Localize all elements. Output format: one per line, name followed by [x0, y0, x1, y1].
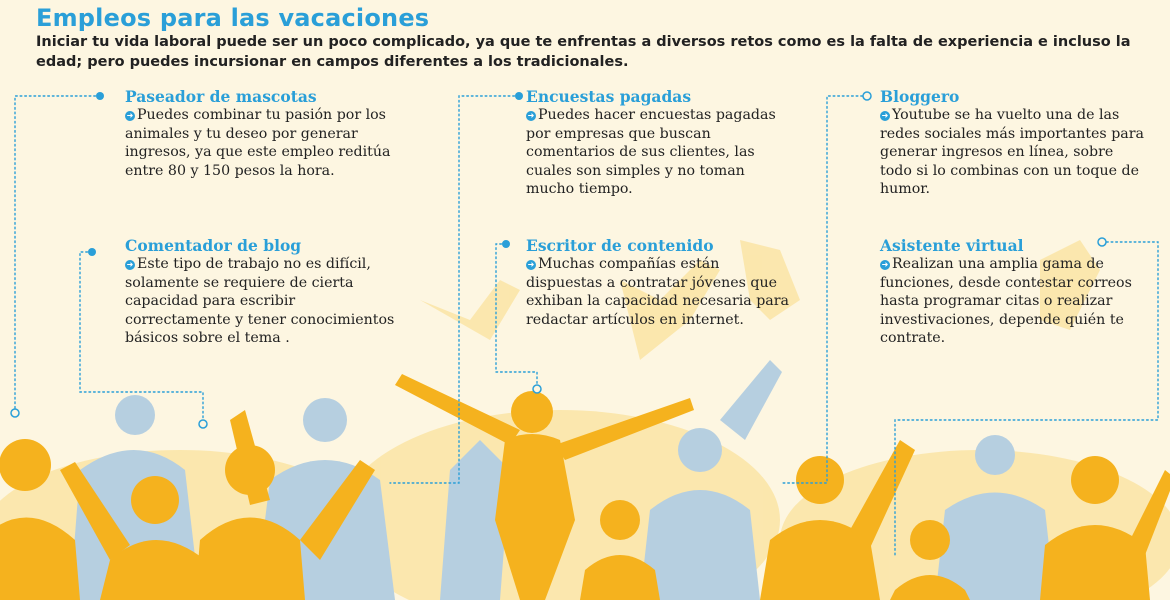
job-card-escritor [526, 236, 796, 329]
job-title: Escritor de contenido [526, 236, 714, 255]
job-card-asistente [880, 236, 1140, 348]
job-description [880, 106, 1145, 199]
arrow-bullet-icon: ➜ [881, 111, 889, 120]
arrow-bullet-icon: ➜ [126, 111, 134, 120]
arrow-bullet-icon: ➜ [881, 260, 889, 269]
arrow-bullet-icon: ➜ [527, 260, 535, 269]
page-title: Empleos para las vacaciones [36, 4, 430, 32]
arrow-bullet-icon: ➜ [527, 111, 535, 120]
job-title: Paseador de mascotas [125, 87, 317, 106]
job-card-comentador [125, 236, 395, 348]
arrow-bullet-icon: ➜ [126, 260, 134, 269]
job-title: Encuestas pagadas [526, 87, 692, 106]
intro-paragraph: Iniciar tu vida laboral puede ser un poco complicado, ya que te enfrentas a diversos retos como es la falta de experiencia e incluso la edad; pero puedes incursionar en campos diferentes a los tradicionales. [36, 34, 1131, 70]
job-description-text: Realizan una amplia gama de funciones, desde contestar correos hasta programar citas o realizar investivaciones, depende quién te contrate. [880, 256, 1132, 347]
job-title: Comentador de blog [125, 236, 302, 255]
job-description-text: Muchas compañías están dispuestas a contratar jóvenes que exhiban la capacidad necesaria para redactar artículos en internet. [526, 256, 790, 328]
job-description [125, 255, 395, 348]
job-card-encuestas [526, 87, 796, 199]
job-description [125, 106, 395, 180]
job-description [526, 255, 796, 329]
job-card-bloggero [880, 87, 1145, 199]
job-description-text: Youtube se ha vuelto una de las redes sociales más importantes para generar ingresos en línea, sobre todo si lo combinas con un toque de humor. [880, 107, 1144, 198]
job-description [880, 255, 1140, 348]
job-title: Bloggero [880, 87, 960, 106]
job-description-text: Puedes hacer encuestas pagadas por empresas que buscan comentarios de sus clientes, las cuales son simples y no toman mucho tiempo. [526, 107, 776, 198]
job-title: Asistente virtual [880, 236, 1024, 255]
job-description [526, 106, 796, 199]
job-card-paseador [125, 87, 395, 180]
job-description-text: Este tipo de trabajo no es difícil, solamente se requiere de cierta capacidad para escribir correctamente y tener conocimientos básicos sobre el tema . [125, 256, 395, 347]
job-description-text: Puedes combinar tu pasión por los animales y tu deseo por generar ingresos, ya que este empleo reditúa entre 80 y 150 pesos la hora. [125, 107, 391, 179]
